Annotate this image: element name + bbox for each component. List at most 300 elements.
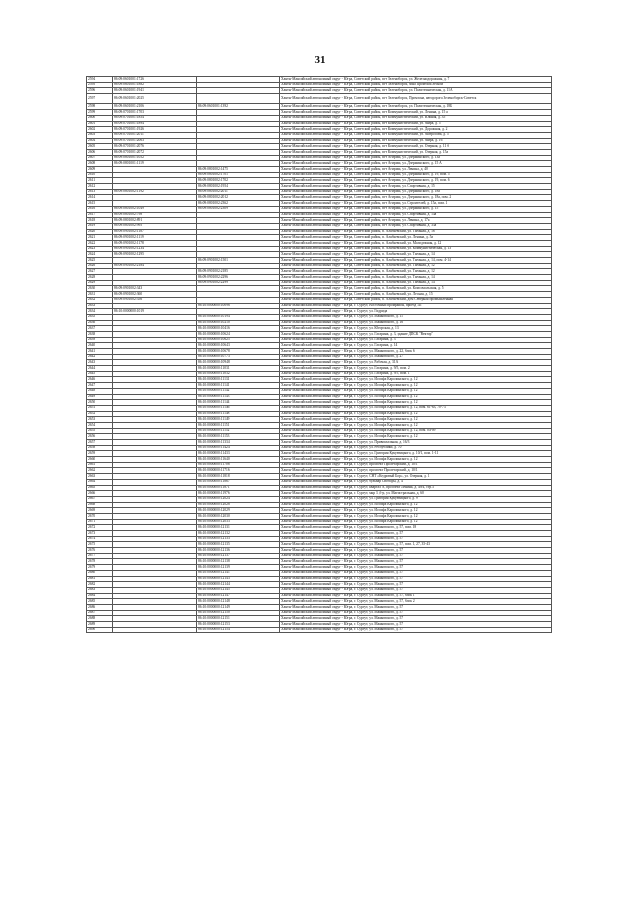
address-cell: Ханты-Мансийский автономный округ - Югра, г. Сургут, ул. Маяковского, д. 57 xyxy=(280,604,552,610)
row-number-cell: 2604 xyxy=(87,138,113,144)
address-cell: Ханты-Мансийский автономный округ - Югра, г. Сургут, ул. Иосифа Каролинского, д. 12, пом. 04-09 xyxy=(280,428,552,434)
row-number-cell: 2636 xyxy=(87,320,113,326)
building-cadastral-number-cell: 86:09:0601001:1726 xyxy=(113,77,197,83)
premises-cadastral-number-cell: 86:10:0000000:12135 xyxy=(197,542,280,548)
premises-cadastral-number-cell xyxy=(197,94,280,104)
address-cell: Ханты-Мансийский автономный округ - Югра, г. Сургут, ул. Маяковского, д. 57, пом. 18 xyxy=(280,525,552,531)
row-number-cell: 2667 xyxy=(87,496,113,502)
address-cell: Ханты-Мансийский автономный округ - Югра, Советский район, пгт Агириш, ул. Дзержинского, д. 18а xyxy=(280,189,552,195)
address-cell: Ханты-Мансийский автономный округ - Югра, Советский район, пгт Агириш, ул. Дзержинского, д. 19, пом. 5 xyxy=(280,172,552,178)
table-row xyxy=(87,94,552,104)
address-cell: Ханты-Мансийский автономный округ - Югра, г. Сургут, СНТ «Кедровый Бор», ул. Озерная, д. 1 xyxy=(280,474,552,480)
premises-cadastral-number-cell: 86:10:0000000:12154 xyxy=(197,627,280,633)
address-cell: Ханты-Мансийский автономный округ - Югра, г. Сургут, ул. Маяковского, д. 57 xyxy=(280,616,552,622)
building-cadastral-number-cell: 86:09:0701001:1926 xyxy=(113,127,197,133)
building-cadastral-number-cell: 86:09:0601001:1941 xyxy=(113,88,197,94)
row-number-cell: 2638 xyxy=(87,331,113,337)
address-cell: Ханты-Мансийский автономный округ - Югра, Советский район, п. Алябьевский, ул. Лесная, д. 15 xyxy=(280,292,552,298)
premises-cadastral-number-cell: 86:10:0000000:12147 xyxy=(197,593,280,599)
row-number-cell: 2682 xyxy=(87,582,113,588)
premises-cadastral-number-cell: 86:10:0000000:11151 xyxy=(197,422,280,428)
row-number-cell: 2683 xyxy=(87,587,113,593)
row-number-cell: 2652 xyxy=(87,411,113,417)
premises-cadastral-number-cell: 86:10:0000000:12136 xyxy=(197,548,280,554)
row-number-cell: 2611 xyxy=(87,178,113,184)
premises-cadastral-number-cell: 86:10:0000000:12029 xyxy=(197,508,280,514)
building-cadastral-number-cell: 86:09:0801002:995 xyxy=(113,223,197,229)
premises-cadastral-number-cell: 86:09:0801002:1702 xyxy=(197,178,280,184)
premises-cadastral-number-cell: 86:10:0000000:10210 xyxy=(197,320,280,326)
premises-cadastral-number-cell: 86:10:0000000:11143 xyxy=(197,394,280,400)
address-cell: Ханты-Мансийский автономный округ - Югра, Советский район, пгт Агириш, ул. Дзержинского, д. 15 xyxy=(280,206,552,212)
premises-cadastral-number-cell: 86:10:0000000:12153 xyxy=(197,622,280,628)
building-cadastral-number-cell: 86:09:0701001:1854 xyxy=(113,115,197,121)
premises-cadastral-number-cell: 86:10:0000000:12138 xyxy=(197,559,280,565)
row-number-cell: 2603 xyxy=(87,132,113,138)
premises-cadastral-number-cell: 86:10:0000000:12030 xyxy=(197,513,280,519)
row-number-cell: 2613 xyxy=(87,189,113,195)
address-cell: Ханты-Мансийский автономный округ - Югра, Советский район, пгт Агириш, ул. Спортивная, д. 14а xyxy=(280,212,552,218)
address-cell: Ханты-Мансийский автономный округ - Югра, Советский район, пгт Коммунистический, ул. Озерная, д. 11 б xyxy=(280,144,552,150)
building-cadastral-number-cell: 86:09:0701001:1894 xyxy=(113,121,197,127)
address-cell: Ханты-Мансийский автономный округ - Югра, Советский район, пгт Коммунистический, ул. Южная, д. 35 xyxy=(280,115,552,121)
row-number-cell: 2649 xyxy=(87,394,113,400)
row-number-cell: 2668 xyxy=(87,502,113,508)
premises-cadastral-number-cell: 86:10:0000000:11149 xyxy=(197,417,280,423)
address-cell: Ханты-Мансийский автономный округ - Югра, Советский район, пгт Агириш, ул. Ленина, д. 17а xyxy=(280,218,552,224)
address-cell: Ханты-Мансийский автономный округ - Югра, г. Сургут, ул. Маяковского, д. 27 xyxy=(280,354,552,360)
premises-cadastral-number-cell: 86:10:0000000:12132 xyxy=(197,531,280,537)
address-cell: Ханты-Мансийский автономный округ - Югра, г. Сургут, ул. Иосифа Каролинского, д. 12 xyxy=(280,434,552,440)
row-number-cell: 2610 xyxy=(87,172,113,178)
row-number-cell: 2655 xyxy=(87,428,113,434)
address-cell: Ханты-Мансийский автономный округ - Югра, г. Сургут, ул. Иосифа Каролинского, д. 12 xyxy=(280,394,552,400)
building-cadastral-number-cell: 86:09:0901002:1234 xyxy=(113,246,197,252)
row-number-cell: 2658 xyxy=(87,445,113,451)
building-cadastral-number-cell: 86:09:0701001:1703 xyxy=(113,110,197,116)
row-number-cell: 2670 xyxy=(87,513,113,519)
row-number-cell: 2631 xyxy=(87,292,113,298)
address-cell: Ханты-Мансийский автономный округ - Югра, г. Сургут, ул. Маяковского, д. 57 xyxy=(280,553,552,559)
building-cadastral-number-cell: 86:09:0901002:1178 xyxy=(113,240,197,246)
premises-cadastral-number-cell: 86:10:0000000:10194 xyxy=(197,314,280,320)
premises-cadastral-number-cell: 86:10:0000000:11716 xyxy=(197,468,280,474)
row-number-cell: 2659 xyxy=(87,451,113,457)
premises-cadastral-number-cell: 86:10:0000000:11424 xyxy=(197,445,280,451)
row-number-cell: 2616 xyxy=(87,206,113,212)
premises-cadastral-number-cell: 86:10:0000000:11031 xyxy=(197,366,280,372)
premises-cadastral-number-cell: 86:09:0801002:1701 xyxy=(197,172,280,178)
address-cell: Ханты-Мансийский автономный округ - Югра, г. Сургут, квартал А, проспект Ленина, д. 49/4, стр.3 xyxy=(280,485,552,491)
address-cell: Ханты-Мансийский автономный округ - Югра, Советский район, п. Алябьевский, ул. Таежная, д. 14 xyxy=(280,252,552,258)
address-cell: Ханты-Мансийский автономный округ - Югра, Советский район, пгт Зеленоборск, ул. Политехническая, д. 18Б xyxy=(280,104,552,110)
row-number-cell: 2663 xyxy=(87,474,113,480)
row-number-cell: 2623 xyxy=(87,246,113,252)
address-cell: Ханты-Мансийский автономный округ - Югра, г. Сургут, ул. Маяковского, д. 57 xyxy=(280,587,552,593)
row-number-cell: 2661 xyxy=(87,462,113,468)
premises-cadastral-number-cell: 86:09:0801002:1475 xyxy=(197,167,280,173)
row-number-cell: 2654 xyxy=(87,422,113,428)
row-number-cell: 2609 xyxy=(87,167,113,173)
row-number-cell: 2627 xyxy=(87,269,113,275)
premises-cadastral-number-cell: 86:09:0801002:2362 xyxy=(197,201,280,207)
address-cell: Ханты-Мансийский автономный округ - Югра, Советский район, пгт Зеленоборск, ул. Железнодорожная, д. 7 xyxy=(280,77,552,83)
address-cell: Ханты-Мансийский автономный округ - Югра, Советский район, пгт Коммунистический, ул. Дорожная, д. 2 xyxy=(280,127,552,133)
address-cell: Ханты-Мансийский автономный округ - Югра, Советский район, п. Алябьевский, ул. Комсомольская, д. 5 xyxy=(280,286,552,292)
premises-cadastral-number-cell: 86:10:0000000:10416 xyxy=(197,326,280,332)
address-cell: Ханты-Мансийский автономный округ - Югра, г. Сургут, ул. Маяковского, д. 57 xyxy=(280,570,552,576)
row-number-cell: 2600 xyxy=(87,115,113,121)
premises-cadastral-number-cell: 86:10:0000000:12133 xyxy=(197,536,280,542)
register-body xyxy=(87,77,552,633)
premises-cadastral-number-cell: 86:09:0801002:1954 xyxy=(197,184,280,190)
building-cadastral-number-cell: 86:09:0701001:2011 xyxy=(113,132,197,138)
address-cell: Ханты-Мансийский автономный округ - Югра, Советский район, пгт Агириш, ул. Дзержинского, д. 15 А xyxy=(280,161,552,167)
address-cell: Ханты-Мансийский автономный округ - Югра, г. Сургут, ул. Маяковского, д. 57, блок 2 xyxy=(280,599,552,605)
row-number-cell: 2648 xyxy=(87,388,113,394)
premises-cadastral-number-cell: 86:10:0000000:10096 xyxy=(197,303,280,309)
premises-cadastral-number-cell: 86:10:0000000:11871 xyxy=(197,485,280,491)
address-cell: Ханты-Мансийский автономный округ - Югра, Советский район, пгт Коммунистический, ул. Озерная, д. 15а xyxy=(280,149,552,155)
address-cell: Ханты-Мансийский автономный округ - Югра, Советский район, п. Алябьевский, ул. Коммунистическая, д. 13 xyxy=(280,246,552,252)
row-number-cell: 2594 xyxy=(87,77,113,83)
address-cell: Ханты-Мансийский автономный округ - Югра, г. Сургут, ул. Маяковского, д. 57 xyxy=(280,536,552,542)
premises-cadastral-number-cell: 86:10:0000000:11131 xyxy=(197,377,280,383)
building-cadastral-number-cell: 86:09:0801001:1052 xyxy=(113,155,197,161)
address-cell: Ханты-Мансийский автономный округ - Югра, г. Сургут, мкр 3 ,б-р, ул. Магистральная, д. 60 xyxy=(280,491,552,497)
building-cadastral-number-cell: 86:09:0601001:2025 xyxy=(113,94,197,104)
premises-cadastral-number-cell: 86:10:0000000:11976 xyxy=(197,491,280,497)
building-cadastral-number-cell: 86:09:0701001:2063 xyxy=(113,138,197,144)
address-cell: Ханты-Мансийский автономный округ - Югра, Советский район, п. Алябьевский, ул. Таежная, д. 14, пом. 4-14 xyxy=(280,258,552,264)
premises-cadastral-number-cell: 86:10:0000000:11148 xyxy=(197,411,280,417)
row-number-cell: 2644 xyxy=(87,366,113,372)
address-cell: Ханты-Мансийский автономный округ - Югра, Советский район, пгт Агириш, ул. Строителей, д. 15а, пом. 1 xyxy=(280,201,552,207)
row-number-cell: 2650 xyxy=(87,400,113,406)
building-cadastral-number-cell: 86:09:0601001:2106 xyxy=(113,104,197,110)
premises-cadastral-number-cell: 86:10:0000000:11152 xyxy=(197,428,280,434)
premises-cadastral-number-cell: 86:10:0000000:12144 xyxy=(197,582,280,588)
page-number: 31 xyxy=(314,54,326,66)
address-cell: Ханты-Мансийский автономный округ - Югра, Советский район, пгт Агириш, ул. Спортивная, д. 33а xyxy=(280,223,552,229)
premises-cadastral-number-cell: 86:10:0000000:12149 xyxy=(197,604,280,610)
building-cadastral-number-cell: 86:09:0701001:2072 xyxy=(113,149,197,155)
premises-cadastral-number-cell: 86:10:0000000:12137 xyxy=(197,553,280,559)
address-cell: Ханты-Мансийский автономный округ - Югра, г. Сургут, ул. Маяковского, д. 57 xyxy=(280,565,552,571)
premises-cadastral-number-cell: 86:10:0000000:10643 xyxy=(197,343,280,349)
row-number-cell: 2690 xyxy=(87,627,113,633)
address-cell: Ханты-Мансийский автономный округ - Югра, г. Сургут, ул. Григория Кукуевицкого, д. 9 xyxy=(280,496,552,502)
address-cell: Ханты-Мансийский автономный округ - Югра, Советский район, п. Алябьевский, ул. Молодежная, д. 12 xyxy=(280,240,552,246)
address-cell: Ханты-Мансийский автономный округ - Югра, г. Сургут, ул. Рабочая, д. 31А xyxy=(280,360,552,366)
row-number-cell: 2624 xyxy=(87,252,113,258)
premises-cadastral-number-cell: 86:10:0000000:11334 xyxy=(197,440,280,446)
row-number-cell: 2674 xyxy=(87,536,113,542)
premises-cadastral-number-cell: 86:10:0000000:11867 xyxy=(197,479,280,485)
row-number-cell: 2617 xyxy=(87,212,113,218)
address-cell: Ханты-Мансийский автономный округ - Югра, Советский район, пгт Коммунистический, ул. Ленина, д. 15 а xyxy=(280,110,552,116)
row-number-cell: 2657 xyxy=(87,440,113,446)
row-number-cell: 2618 xyxy=(87,218,113,224)
row-number-cell: 2679 xyxy=(87,565,113,571)
address-cell: Ханты-Мансийский автономный округ - Югра, г. Сургут, ул. Маяковского, д. 11 xyxy=(280,314,552,320)
row-number-cell: 2653 xyxy=(87,417,113,423)
address-cell: Ханты-Мансийский автономный округ - Югра, Советский район, пгт Агириш, ул. Ленина, д. 40 xyxy=(280,167,552,173)
premises-cadastral-number-cell: 86:09:0801002:2011 xyxy=(197,189,280,195)
premises-cadastral-number-cell: 86:10:0000000:11032 xyxy=(197,371,280,377)
address-cell: Ханты-Мансийский автономный округ - Югра, г. Сургут, ул. Иосифа Каролинского, д. 12 xyxy=(280,377,552,383)
row-number-cell: 2656 xyxy=(87,434,113,440)
building-cadastral-number-cell: 86:09:0801002:891 xyxy=(113,218,197,224)
row-number-cell: 2632 xyxy=(87,297,113,303)
premises-cadastral-number-cell: 86:10:0000000:11818 xyxy=(197,474,280,480)
premises-cadastral-number-cell: 86:10:0000000:10624 xyxy=(197,331,280,337)
row-number-cell: 2633 xyxy=(87,303,113,309)
row-number-cell: 2606 xyxy=(87,149,113,155)
address-cell: Ханты-Мансийский автономный округ - Югра, г. Сургут, ул. Республики, д. 70 xyxy=(280,445,552,451)
row-number-cell: 2612 xyxy=(87,184,113,190)
row-number-cell: 2598 xyxy=(87,104,113,110)
address-cell: Ханты-Мансийский автономный округ - Югра, Советский район, пгт Агириш, ул. Спортивная, д. 15 xyxy=(280,184,552,190)
address-cell: Ханты-Мансийский автономный округ - Югра, г. Сургут, ул. Гагарина, д. 14 xyxy=(280,343,552,349)
address-cell: Ханты-Мансийский автономный округ - Югра, Советский район, п. Алябьевский, ул. Таежная, д. 12 xyxy=(280,263,552,269)
premises-cadastral-number-cell: 86:10:0000000:11141 xyxy=(197,383,280,389)
row-number-cell: 2601 xyxy=(87,121,113,127)
address-cell: Ханты-Мансийский автономный округ - Югра, г. Сургут, ул. Гагарина, д. 9/5, пом. 1 xyxy=(280,371,552,377)
row-number-cell: 2680 xyxy=(87,570,113,576)
row-number-cell: 2605 xyxy=(87,144,113,150)
address-cell: Ханты-Мансийский автономный округ - Югра, Советский район, пгт Коммунистический, ул. Мира, д. 16 xyxy=(280,138,552,144)
address-cell: Ханты-Мансийский автономный округ - Югра, г. Сургут, ул. Привокзальная, д. 16/3 xyxy=(280,440,552,446)
row-number-cell: 2614 xyxy=(87,195,113,201)
row-number-cell: 2686 xyxy=(87,604,113,610)
premises-cadastral-number-cell: 86:10:0000000:10625 xyxy=(197,337,280,343)
premises-cadastral-number-cell: 86:09:0801002:2012 xyxy=(197,195,280,201)
address-cell: Ханты-Мансийский автономный округ - Югра, г. Сургут, ул. Иосифа Каролинского, д. 12 xyxy=(280,422,552,428)
address-cell: Ханты-Мансийский автономный округ - Югра, г. Сургут, ул. Маяковского, д. 57, пом. 1, 27, 35-43 xyxy=(280,542,552,548)
address-cell: Ханты-Мансийский автономный округ - Югра, г. Сургут, проспект Пролетарский, д. 10/1 xyxy=(280,462,552,468)
premises-cadastral-number-cell: 86:10:0000000:11153 xyxy=(197,434,280,440)
row-number-cell: 2626 xyxy=(87,263,113,269)
address-cell: Ханты-Мансийский автономный округ - Югра, Советский район, п. Алябьевский, дом Северная промышленная xyxy=(280,297,552,303)
row-number-cell: 2660 xyxy=(87,457,113,463)
address-cell: Ханты-Мансийский автономный округ - Югра, г. Сургут, Восточный промрайон, проезд 1П xyxy=(280,303,552,309)
premises-cadastral-number-cell: 86:10:0000000:11146 xyxy=(197,405,280,411)
row-number-cell: 2685 xyxy=(87,599,113,605)
building-cadastral-number-cell: 86:09:0901002:2184 xyxy=(113,263,197,269)
row-number-cell: 2595 xyxy=(87,82,113,88)
premises-cadastral-number-cell: 86:10:0000000:11142 xyxy=(197,388,280,394)
address-cell: Ханты-Мансийский автономный округ - Югра, Советский район, п. Алябьевский, ул. Ленина, д. 5а xyxy=(280,235,552,241)
address-cell: Ханты-Мансийский автономный округ - Югра, Советский район, пгт Агириш, ул. Дзержинского, д. 19, пом. 6 xyxy=(280,178,552,184)
address-cell: Ханты-Мансийский автономный округ - Югра, г. Сургут, ул. Иосифа Каролинского, д. 12 xyxy=(280,519,552,525)
premises-cadastral-number-cell: 86:10:0000000:12151 xyxy=(197,616,280,622)
address-cell: Ханты-Мансийский автономный округ - Югра, г. Сургут, ул. Маяковского, д. 57 xyxy=(280,622,552,628)
row-number-cell: 2669 xyxy=(87,508,113,514)
address-cell: Ханты-Мансийский автономный округ - Югра, Советский район, пгт Зеленоборск, Промзона, автодорога Зеленоборск-Советск xyxy=(280,94,552,104)
building-cadastral-number-cell: 86:09:0601001:1882 xyxy=(113,82,197,88)
premises-cadastral-number-cell: 86:10:0000000:12131 xyxy=(197,525,280,531)
row-number-cell: 2637 xyxy=(87,326,113,332)
row-number-cell: 2628 xyxy=(87,275,113,281)
address-cell: Ханты-Мансийский автономный округ - Югра, Советский район, пгт Коммунистический, ул. Мира, д. 5 xyxy=(280,121,552,127)
premises-cadastral-number-cell: 86:10:0000000:12145 xyxy=(197,587,280,593)
row-number-cell: 2629 xyxy=(87,280,113,286)
row-number-cell: 2596 xyxy=(87,88,113,94)
address-cell: Ханты-Мансийский автономный округ - Югра, г. Сургут, ул. Гагарина, д. 3, здание ДПСК "Вектор" xyxy=(280,331,552,337)
building-cadastral-number-cell: 86:09:0801002:798 xyxy=(113,212,197,218)
row-number-cell: 2602 xyxy=(87,127,113,133)
address-cell: Ханты-Мансийский автономный округ - Югра, г. Сургут, ул. Иосифа Каролинского, д. 12 xyxy=(280,457,552,463)
address-cell: Ханты-Мансийский автономный округ - Югра, г. Сургут, ул. Иосифа Каролинского, д. 12 xyxy=(280,411,552,417)
address-cell: Ханты-Мансийский автономный округ - Югра, г. Сургут, ул. Маяковского, д. 16 xyxy=(280,320,552,326)
premises-cadastral-number-cell: 86:10:0000000:11708 xyxy=(197,462,280,468)
building-cadastral-number-cell: 86:09:0901002:1187 xyxy=(113,229,197,235)
row-number-cell: 2684 xyxy=(87,593,113,599)
address-cell: Ханты-Мансийский автономный округ - Югра, г. Сургут, ул. Иосифа Каролинского, д. 12 xyxy=(280,417,552,423)
premises-cadastral-number-cell: 86:10:0000000:12143 xyxy=(197,576,280,582)
row-number-cell: 2689 xyxy=(87,622,113,628)
building-cadastral-number-cell: 86:09:0901002:360 xyxy=(113,292,197,298)
row-number-cell: 2621 xyxy=(87,235,113,241)
premises-cadastral-number-cell: 86:09:0601001:1392 xyxy=(197,104,280,110)
row-number-cell: 2678 xyxy=(87,559,113,565)
address-cell: Ханты-Мансийский автономный округ - Югра, г. Сургут, ул. Гагарина, д. 9/5, пом. 2 xyxy=(280,366,552,372)
address-cell: Ханты-Мансийский автономный округ - Югра, г. Сургут, ул. Маяковского, д. 57 xyxy=(280,548,552,554)
address-cell: Ханты-Мансийский автономный округ - Югра, г. Сургут, ул. Иосифа Каролинского, д. 12, пом. 61-63, 70-73 xyxy=(280,405,552,411)
row-number-cell: 2639 xyxy=(87,337,113,343)
premises-cadastral-number-cell: 86:09:0901002:2296 xyxy=(197,275,280,281)
building-cadastral-number-cell: 86:09:0901002:1295 xyxy=(113,252,197,258)
row-number-cell: 2673 xyxy=(87,531,113,537)
row-number-cell: 2675 xyxy=(87,542,113,548)
building-cadastral-number-cell: 86:09:0701001:2076 xyxy=(113,144,197,150)
premises-cadastral-number-cell: 86:10:0000000:12024 xyxy=(197,496,280,502)
row-number-cell: 2664 xyxy=(87,479,113,485)
row-number-cell: 2607 xyxy=(87,155,113,161)
address-cell: Ханты-Мансийский автономный округ - Югра, г. Сургут, ул. Маяковского, д. 22, блок 6 xyxy=(280,349,552,355)
row-number-cell: 2651 xyxy=(87,405,113,411)
premises-cadastral-number-cell: 86:10:0000000:10773 xyxy=(197,354,280,360)
premises-cadastral-number-cell: 86:10:0000000:11144 xyxy=(197,400,280,406)
row-number-cell: 2619 xyxy=(87,223,113,229)
row-number-cell: 2646 xyxy=(87,377,113,383)
address-cell: Ханты-Мансийский автономный округ - Югра, г. Сургут, ул. Гагарина, д. 3 xyxy=(280,337,552,343)
address-cell: Ханты-Мансийский автономный округ - Югра, Советский район, пгт Коммунистический, ул. Матросова, д. 5 xyxy=(280,132,552,138)
address-cell: Ханты-Мансийский автономный округ - Югра, г. Сургут, ул. Гидрида xyxy=(280,309,552,315)
address-cell: Ханты-Мансийский автономный округ - Югра, г. Сургут, ул. Маяковского, д. 57 xyxy=(280,576,552,582)
building-cadastral-number-cell xyxy=(113,627,197,633)
premises-cadastral-number-cell: 86:09:0901002:2185 xyxy=(197,269,280,275)
premises-cadastral-number-cell: 86:10:0000000:12028 xyxy=(197,502,280,508)
address-cell: Ханты-Мансийский автономный округ - Югра, Советский район, пгт Агириш, ул. Дзержинского, д. 13а xyxy=(280,155,552,161)
address-cell: Ханты-Мансийский автономный округ - Югра, г. Сургут, ул. Иосифа Каролинского, д. 12 xyxy=(280,383,552,389)
address-cell: Ханты-Мансийский автономный округ - Югра, г. Сургут, ул. Иосифа Каролинского, д. 12 xyxy=(280,400,552,406)
premises-cadastral-number-cell: 86:10:0000000:11640 xyxy=(197,457,280,463)
premises-cadastral-number-cell: 86:09:0801002:2309 xyxy=(197,206,280,212)
row-number-cell: 2622 xyxy=(87,240,113,246)
premises-cadastral-number-cell: 86:09:0901002:1501 xyxy=(197,258,280,264)
row-number-cell: 2620 xyxy=(87,229,113,235)
row-number-cell: 2687 xyxy=(87,610,113,616)
row-number-cell: 2641 xyxy=(87,349,113,355)
row-number-cell: 2625 xyxy=(87,258,113,264)
premises-cadastral-number-cell: 86:10:0000000:12033 xyxy=(197,519,280,525)
address-cell: Ханты-Мансийский автономный округ - Югра, Советский район, п. Алябьевский, ул. Таежная, д. 12 xyxy=(280,269,552,275)
row-number-cell: 2672 xyxy=(87,525,113,531)
address-cell: Ханты-Мансийский автономный округ - Югра, г. Сургут, бульвар Свободы, д. 4 xyxy=(280,479,552,485)
address-cell: Ханты-Мансийский автономный округ - Югра, г. Сургут, ул. Маяковского, д. 57 xyxy=(280,627,552,633)
row-number-cell: 2635 xyxy=(87,314,113,320)
building-cadastral-number-cell: 86:09:0901002:343 xyxy=(113,286,197,292)
row-number-cell: 2634 xyxy=(87,309,113,315)
address-cell: Ханты-Мансийский автономный округ - Югра, г. Сургут, ул. Иосифа Каролинского, д. 12 xyxy=(280,388,552,394)
premises-cadastral-number-cell: 86:10:0000000:12141 xyxy=(197,570,280,576)
premises-cadastral-number-cell: 86:10:0000000:12139 xyxy=(197,565,280,571)
row-number-cell: 2688 xyxy=(87,616,113,622)
row-number-cell: 2643 xyxy=(87,360,113,366)
row-number-cell: 2681 xyxy=(87,576,113,582)
premises-cadastral-number-cell: 86:10:0000000:11433 xyxy=(197,451,280,457)
address-cell: Ханты-Мансийский автономный округ - Югра, г. Сургут, ул. Маяковского, д. 57 xyxy=(280,610,552,616)
address-cell: Ханты-Мансийский автономный округ - Югра, г. Сургут, ул. Маяковского, д. 57 xyxy=(280,531,552,537)
building-cadastral-number-cell: 86:10:0000000:1019 xyxy=(113,309,197,315)
address-cell: Ханты-Мансийский автономный округ - Югра, Советский район, пгт Агириш, ул. Дзержинского, д. 18а, пом. 2 xyxy=(280,195,552,201)
building-cadastral-number-cell: 86:09:0901002:356 xyxy=(113,297,197,303)
premises-cadastral-number-cell: 86:10:0000000:10948 xyxy=(197,360,280,366)
row-number-cell: 2666 xyxy=(87,491,113,497)
row-number-cell: 2647 xyxy=(87,383,113,389)
row-number-cell: 2615 xyxy=(87,201,113,207)
address-cell: Ханты-Мансийский автономный округ - Югра, г. Сургут, ул. Иосифа Каролинского, д. 12 xyxy=(280,513,552,519)
property-register-table xyxy=(86,76,552,633)
address-cell: Ханты-Мансийский автономный округ - Югра, Советский район, пгт Зеленоборск, ул. Политехническая, д. 11А xyxy=(280,88,552,94)
row-number-cell: 2599 xyxy=(87,110,113,116)
address-cell: Ханты-Мансийский автономный округ - Югра, Советский район, п. Алябьевский, ул. Таежная, д. 14 xyxy=(280,280,552,286)
table-row xyxy=(87,627,552,633)
row-number-cell: 2645 xyxy=(87,371,113,377)
address-cell: Ханты-Мансийский автономный округ - Югра, г. Сургут, ул. Григория Кукуевицкого, д. 10/1, пом. 1-11 xyxy=(280,451,552,457)
premises-cadastral-number-cell: 86:10:0000000:10678 xyxy=(197,349,280,355)
address-cell: Ханты-Мансийский автономный округ - Югра, Советский район, п. Алябьевский, ул. Таежная, д. 14 xyxy=(280,275,552,281)
building-cadastral-number-cell: 86:09:0801001:1119 xyxy=(113,161,197,167)
address-cell: Ханты-Мансийский автономный округ - Югра, г. Сургут, ул. Маяковского, д. 57 xyxy=(280,559,552,565)
address-cell: Ханты-Мансийский автономный округ - Югра, г. Сургут, ул. Иосифа Каролинского, д. 12 xyxy=(280,502,552,508)
address-cell: Ханты-Мансийский автономный округ - Югра, Советский район, п. Алябьевский, ул. Таежная, д. 16 xyxy=(280,229,552,235)
address-cell: Ханты-Мансийский автономный округ - Югра, г. Сургут, ул. Иосифа Каролинского, д. 12 xyxy=(280,508,552,514)
row-number-cell: 2662 xyxy=(87,468,113,474)
address-cell: Ханты-Мансийский автономный округ - Югра, г. Сургут, проспект Пролетарский, д. 10/1 xyxy=(280,468,552,474)
building-cadastral-number-cell: 86:09:0901002:1119 xyxy=(113,235,197,241)
address-cell: Ханты-Мансийский автономный округ - Югра, г. Сургут, ул. Маяковского, д. 57 xyxy=(280,582,552,588)
address-cell: Ханты-Мансийский автономный округ - Югра, г. Сургут, ул. Югорская, д. 13 xyxy=(280,326,552,332)
row-number-cell: 2671 xyxy=(87,519,113,525)
building-cadastral-number-cell: 86:09:0801002:1049 xyxy=(113,206,197,212)
premises-cadastral-number-cell: 86:09:0901002:2299 xyxy=(197,280,280,286)
row-number-cell: 2642 xyxy=(87,354,113,360)
premises-cadastral-number-cell: 86:10:0000000:12150 xyxy=(197,610,280,616)
row-number-cell: 2676 xyxy=(87,548,113,554)
row-number-cell: 2640 xyxy=(87,343,113,349)
row-number-cell: 2608 xyxy=(87,161,113,167)
row-number-cell: 2677 xyxy=(87,553,113,559)
row-number-cell: 2665 xyxy=(87,485,113,491)
address-cell: Ханты-Мансийский автономный округ - Югра, Советский район, пгт Зеленоборск, зона Промбаза лесной xyxy=(280,82,552,88)
premises-cadastral-number-cell: 86:10:0000000:12148 xyxy=(197,599,280,605)
address-cell: Ханты-Мансийский автономный округ - Югра, г. Сургут, ул. Маяковского, д. 57, блок 1 xyxy=(280,593,552,599)
row-number-cell: 2630 xyxy=(87,286,113,292)
row-number-cell: 2597 xyxy=(87,94,113,104)
